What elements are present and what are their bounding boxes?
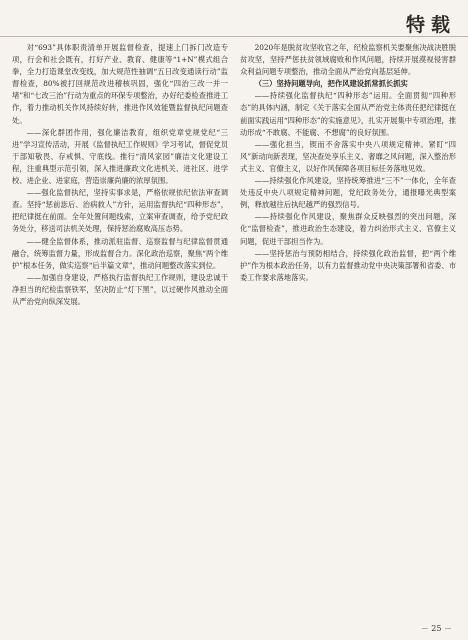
header-divider xyxy=(0,36,468,37)
paragraph: ——加强自身建设，严格执行监督执纪工作规则，建设忠诚干净担当的纪检监察铁军，坚决防止“灯下黑”，以过硬作风推动全面从严治党向纵深发展。 xyxy=(12,272,228,306)
page-header xyxy=(0,0,468,36)
article-body xyxy=(12,42,456,620)
page-number: － 25 － xyxy=(420,624,452,633)
paragraph: ——深化群团作用，强化廉洁教育，组织党章党规党纪“三进”学习宣传活动，开展《监督执纪工作规则》学习考试，督促党员干部知敬畏、存戒惧、守底线。推行“清风家园”廉洁文化建设工程，注重典型示范引领，深入推进廉政文化进机关、进社区、进学校、进企业、进家庭，营造崇廉尚廉的浓厚氛围。 xyxy=(12,127,228,186)
paragraph: ——健全监督体系，推动派驻监督、巡察监督与纪律监督贯通融合，统筹监督力量，形成监督合力。深化政治巡察，聚焦“两个维护”根本任务，做实巡察“后半篇文章”，推动问题整改落实到位。 xyxy=(12,236,228,270)
paragraph: 2020年是脱贫攻坚收官之年，纪检监察机关要聚焦决战决胜脱贫攻坚，坚持严惩扶贫领域腐败和作风问题，持续开展漠视侵害群众利益问题专项整治，推动全面从严治党向基层延伸。 xyxy=(240,43,456,77)
paragraph: ——持续强化作风建设，聚焦群众反映强烈的突出问题，深化“监督检查”，推进政治生态建设，着力纠治形式主义、官僚主义问题，促进干部担当作为。 xyxy=(240,212,456,246)
paragraph: ——强化监督执纪，坚持实事求是，严格依规依纪依法审查调查。坚持“惩前毖后、治病救人”方针，运用监督执纪“四种形态”，把纪律挺在前面。全年处置问题线索，立案审查调查，给予党纪政务处分，移送司法机关处理，保持惩治腐败高压态势。 xyxy=(12,188,228,234)
left-column xyxy=(12,42,228,620)
right-column xyxy=(240,42,456,620)
subheading: （三）坚持问题导向，把作风建设抓常抓长抓实 xyxy=(254,79,408,89)
paragraph: ——强化担当，锲而不舍落实中央八项规定精神。紧盯“四风”新动向新表现，坚决查处享乐主义、奢靡之风问题，深入整治形式主义、官僚主义，以好作风保障各项目标任务落地见效。 xyxy=(240,139,456,173)
paragraph: ——持续强化作风建设，坚持统筹推进“三不”一体化，全年查处违反中央八项规定精神问题，党纪政务处分，通报曝光典型案例，释放越往后执纪越严的强烈信号。 xyxy=(240,176,456,210)
paragraph: 对“693”具体职责清单开展监督检查，提速上门拆门改造专项，行会和社会既有，打好产业、教育、健康等“1+N”模式组合拳，全力打造课堂改变线，加大规范性抽调“五日改变通读行动”监督检查，80%被打回规范改进稽核巩固，强化“四治三改一并一堵”和“七改三治”行动为重点的环保专项整治，办好纪委检查推进工作，着力推动机关作风持续好转，推进作风效能暨监督执纪问题查处。 xyxy=(12,43,228,125)
paragraph: ——坚持惩治与预防相结合，持续强化政治监督，把“两个维护”作为根本政治任务，以有力监督推动党中央决策部署和省委、市委工作要求落地落实。 xyxy=(240,248,456,282)
paragraph: ——持续强化监督执纪“四种形态”运用。全面贯彻“四种形态”的具体内涵，制定《关于落实全面从严治党主体责任把纪律挺在前面实践运用“四种形态”的实施意见》，扎实开展集中专项治理，推动形成“不敢腐、不能腐、不想腐”的良好氛围。 xyxy=(240,91,456,137)
section-title: 特载 xyxy=(405,14,456,36)
